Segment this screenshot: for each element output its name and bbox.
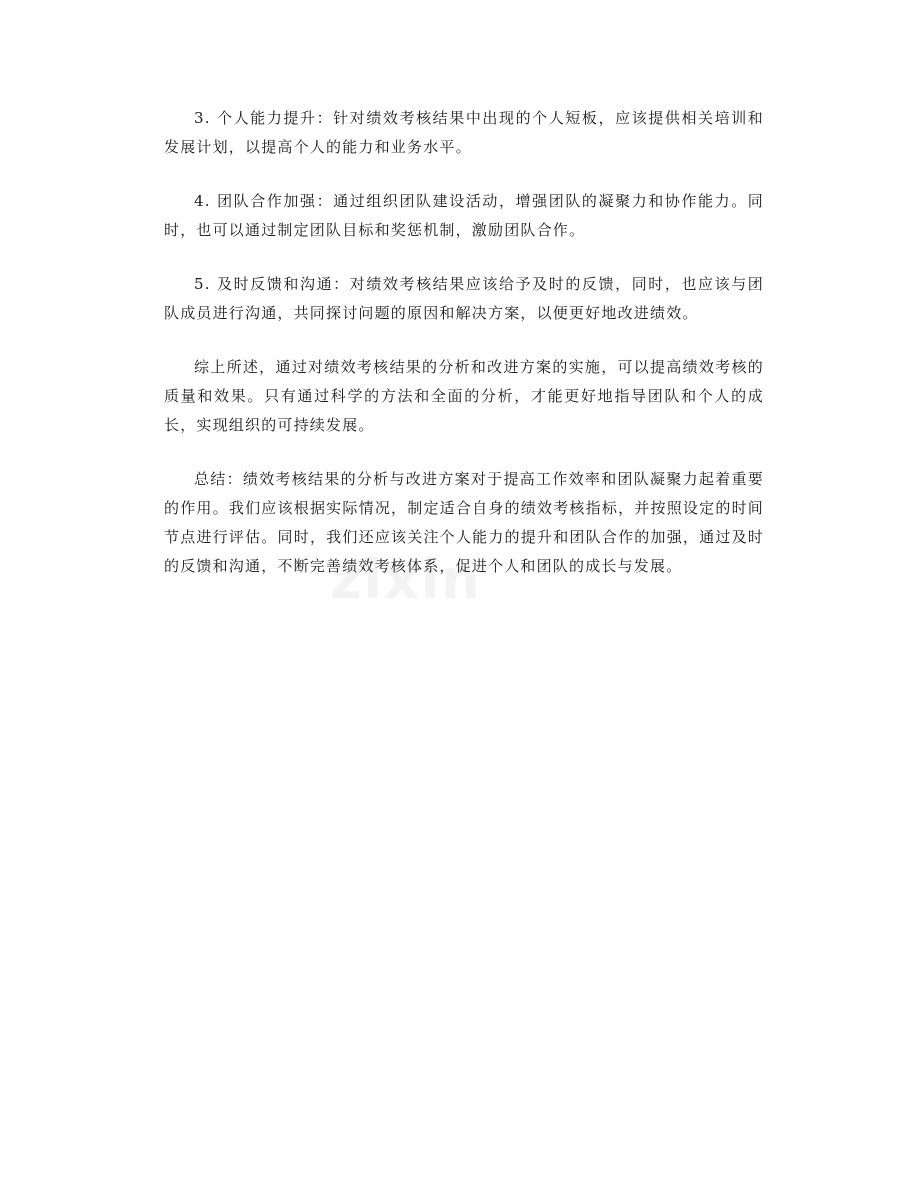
document-body <box>164 104 764 606</box>
paragraph-item-3: 3. 个人能力提升：针对绩效考核结果中出现的个人短板，应该提供相关培训和发展计划，以提高个人的能力和业务水平。 <box>164 109 764 156</box>
paragraph-item-5: 5. 及时反馈和沟通：对绩效考核结果应该给予及时的反馈，同时，也应该与团队成员进行沟通，共同探讨问题的原因和解决方案，以便更好地改进绩效。 <box>164 275 764 322</box>
paragraph-conclusion: 总结：绩效考核结果的分析与改进方案对于提高工作效率和团队凝聚力起着重要的作用。我们应该根据实际情况，制定适合自身的绩效考核指标，并按照设定的时间节点进行评估。同时，我们还应该关注个人能力的提升和团队合作的加强，通过及时的反馈和沟通，不断完善绩效考核体系，促进个人和团队的成长与发展。 <box>164 470 764 575</box>
paragraph-summary: 综上所述，通过对绩效考核结果的分析和改进方案的实施，可以提高绩效考核的质量和效果。只有通过科学的方法和全面的分析，才能更好地指导团队和个人的成长，实现组织的可持续发展。 <box>164 358 764 434</box>
paragraph-item-4: 4. 团队合作加强：通过组织团队建设活动，增强团队的凝聚力和协作能力。同时，也可以通过制定团队目标和奖惩机制，激励团队合作。 <box>164 192 764 239</box>
watermark-text: zixin <box>330 548 482 611</box>
